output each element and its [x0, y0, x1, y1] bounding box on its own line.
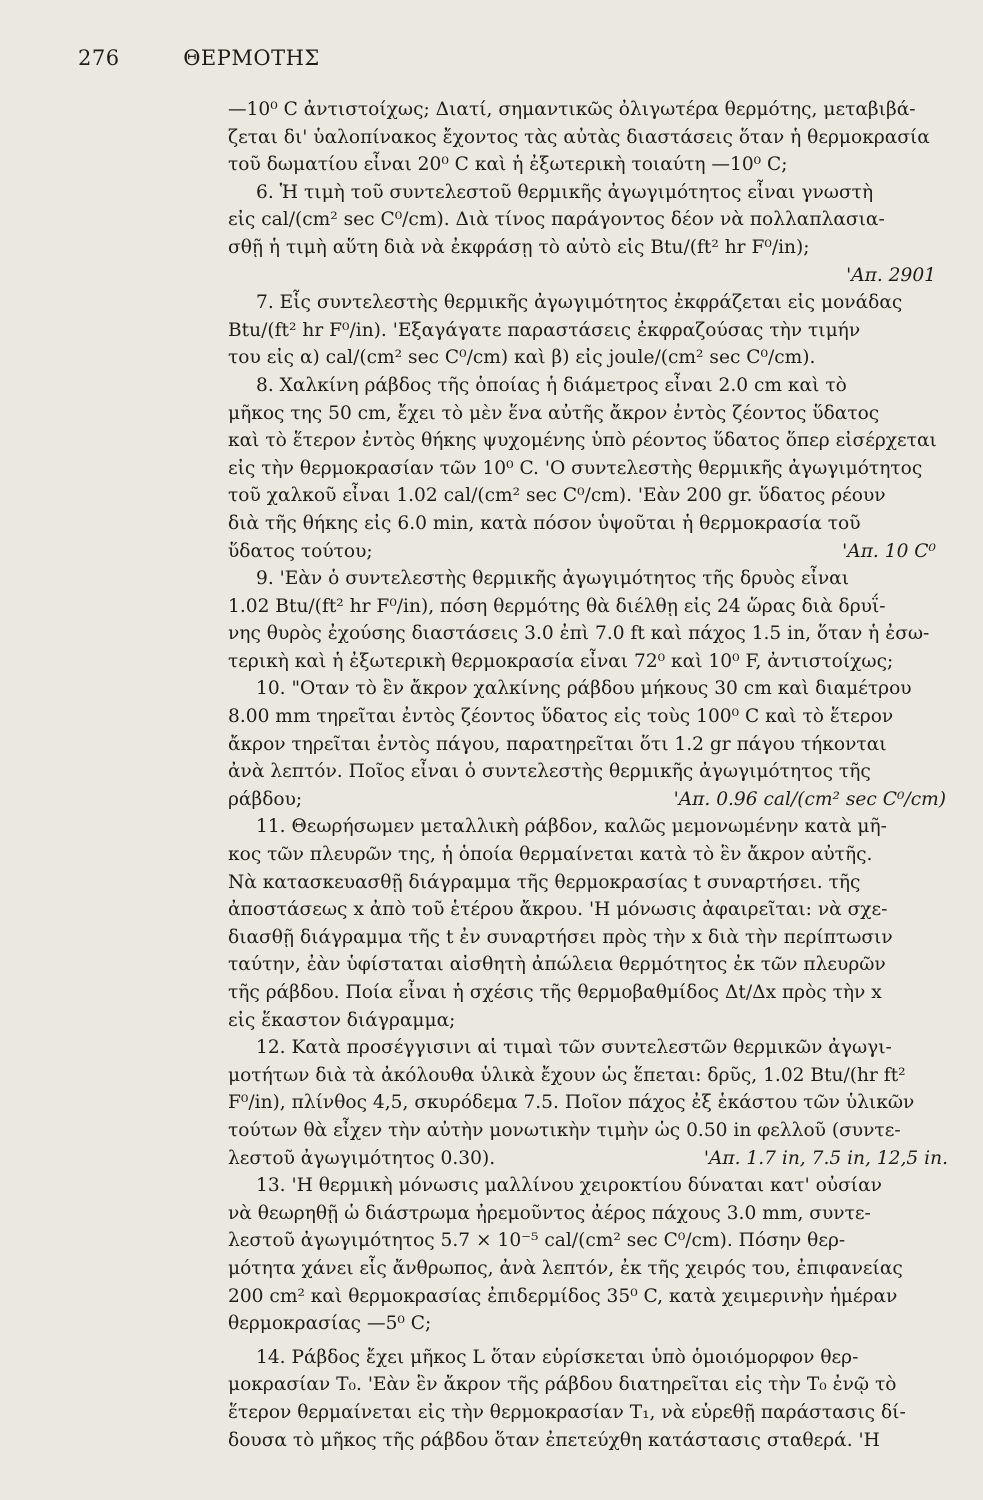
- text-line: ὕδατος τούτου;: [228, 540, 373, 562]
- text-line: ράβδου;: [228, 788, 303, 810]
- answer-10: 'Απ. 0.96 cal/(cm² sec C⁰/cm): [673, 788, 946, 810]
- exercise-9-start: 9. 'Εὰν ὁ συντελεστὴς θερμικῆς ἀγωγιμότητος τῆς δρυὸς εἶναι: [256, 568, 850, 590]
- exercise-12-start: 12. Κατὰ προσέγγισινι αἱ τιμαὶ τῶν συντελεστῶν θερμικῶν ἀγωγι-: [256, 1037, 892, 1059]
- text-line: ἄκρον τηρεῖται ἐντὸς πάγου, παρατηρεῖται ὅτι 1.2 gr πάγου τήκονται: [228, 733, 887, 755]
- text-line: τούτων θὰ εἶχεν τὴν αὐτὴν μονωτικὴν τιμὴν ὡς 0.50 in φελλοῦ (συντε-: [228, 1119, 901, 1141]
- text-line: εἰς ἕκαστον διάγραμμα;: [228, 1009, 456, 1031]
- text-line: 200 cm² καὶ θερμοκρασίας ἐπιδερμίδος 35⁰ C, κατὰ χειμερινὴν ἡμέραν: [228, 1285, 898, 1307]
- text-line: 8.00 mm τηρεῖται ἐντὸς ζέοντος ὕδατος εἰς τοὺς 100⁰ C καὶ τὸ ἕτερον: [228, 706, 894, 728]
- text-line: μῆκος της 50 cm, ἔχει τὸ μὲν ἕνα αὐτῆς ἄκρον ἐντὸς ζέοντος ὕδατος: [228, 402, 880, 424]
- text-line: ταύτην, ἐὰν ὑφίσταται αἰσθητὴ ἀπώλεια θερμότητος ἐκ τῶν πλευρῶν: [228, 954, 886, 976]
- text-line: τοῦ δωματίου εἶναι 20⁰ C καὶ ἡ ἐξωτερικὴ τοιαύτη —10⁰ C;: [228, 154, 788, 176]
- text-line: διὰ τῆς θήκης εἰς 6.0 min, κατὰ πόσον ὑψοῦται ἡ θερμοκρασία τοῦ: [228, 512, 861, 534]
- text-line: τῆς ράβδου. Ποία εἶναι ἡ σχέσις τῆς θερμοβαθμίδος Δt/Δx πρὸς τὴν x: [228, 982, 882, 1003]
- text-line: εἰς τὴν θερμοκρασίαν τῶν 10⁰ C. 'Ο συντελεστὴς θερμικῆς ἀγωγιμότητος: [228, 457, 923, 479]
- text-line: διασθῇ διάγραμμα τῆς t ἐν συναρτήσει πρὸς τὴν x διὰ τὴν περίπτωσιν: [228, 926, 893, 948]
- chapter-title: ΘΕΡΜΟΤΗΣ: [183, 46, 320, 70]
- text-line: εἰς cal/(cm² sec C⁰/cm). Διὰ τίνος παράγοντος δέον νὰ πολλαπλασια-: [228, 209, 885, 231]
- text-line: —10⁰ C ἀντιστοίχως; Διατί, σημαντικῶς ὀλιγωτέρα θερμότης, μεταβιβά-: [228, 99, 916, 120]
- page-number: 276: [78, 46, 120, 70]
- text-line: μότητα χάνει εἷς ἄνθρωπος, ἀνὰ λεπτόν, ἐκ τῆς χειρός του, ἐπιφανείας: [228, 1257, 903, 1279]
- text-line: ζεται δι' ὑαλοπίνακος ἔχοντος τὰς αὐτὰς διαστάσεις ὅταν ἡ θερμοκρασία: [228, 126, 930, 148]
- text-line: Νὰ κατασκευασθῇ διάγραμμα τῆς θερμοκρασίας t συναρτήσει. τῆς: [228, 871, 861, 893]
- text-line: του εἰς α) cal/(cm² sec C⁰/cm) καὶ β) εἰς joule/(cm² sec C⁰/cm).: [228, 347, 816, 369]
- text-line: τοῦ χαλκοῦ εἶναι 1.02 cal/(cm² sec C⁰/cm). 'Εὰν 200 gr. ὕδατος ρέουν: [228, 485, 886, 507]
- answer-12: 'Απ. 1.7 in, 7.5 in, 12,5 in.: [703, 1147, 948, 1169]
- exercise-8-start: 8. Χαλκίνη ράβδος τῆς ὁποίας ἡ διάμετρος εἶναι 2.0 cm καὶ τὸ: [256, 374, 847, 396]
- text-line-with-answer: [228, 1145, 956, 1173]
- text-line: μοτήτων διὰ τὰ ἀκόλουθα ὑλικὰ ἔχουν ὡς ἕπεται: δρῦς, 1.02 Btu/(hr ft²: [228, 1064, 906, 1086]
- text-line: καὶ τὸ ἕτερον ἐντὸς θήκης ψυχομένης ὑπὸ ρέοντος ὕδατος ὅπερ εἰσέρχεται: [228, 430, 937, 452]
- text-line: F⁰/in), πλίνθος 4,5, σκυρόδεμα 7.5. Ποῖον πάχος ἐξ ἑκάστου τῶν ὑλικῶν: [228, 1092, 915, 1114]
- text-line: κος τῶν πλευρῶν της, ἡ ὁποία θερμαίνεται κατὰ τὸ ἓν ἄκρον αὐτῆς.: [228, 844, 873, 866]
- answer-6: 'Απ. 2901: [846, 264, 936, 286]
- text-line: λεστοῦ ἀγωγιμότητος 0.30).: [228, 1147, 496, 1169]
- text-line-with-answer: [228, 538, 956, 566]
- text-line: δουσα τὸ μῆκος τῆς ράβδου ὅταν ἐπετεύχθη κατάστασις σταθερά. 'Η: [228, 1429, 880, 1451]
- exercise-6-start: 6. Ἡ τιμὴ τοῦ συντελεστοῦ θερμικῆς ἀγωγιμότητος εἶναι γνωστὴ: [256, 181, 874, 203]
- text-line: μοκρασίαν T₀. 'Εὰν ἓν ἄκρον τῆς ράβδου διατηρεῖται εἰς τὴν T₀ ἐνῷ τὸ: [228, 1374, 897, 1396]
- text-line-with-answer: [228, 786, 956, 814]
- text-line: ἕτερον θερμαίνεται εἰς τὴν θερμοκρασίαν T₁, νὰ εὑρεθῇ παράστασις δί-: [228, 1401, 906, 1423]
- running-header: [78, 46, 320, 70]
- text-line: νης θυρὸς ἐχούσης διαστάσεις 3.0 ἐπὶ 7.0 ft καὶ πάχος 1.5 in, ὅταν ἡ ἐσω-: [228, 623, 930, 645]
- exercise-13-start: 13. 'Η θερμικὴ μόνωσις μαλλίνου χειροκτίου δύναται κατ' οὐσίαν: [256, 1175, 882, 1197]
- text-line: ἀνὰ λεπτόν. Ποῖος εἶναι ὁ συντελεστὴς θερμικῆς ἀγωγιμότητος τῆς: [228, 761, 871, 783]
- text-line: λεστοῦ ἀγωγιμότητος 5.7 × 10⁻⁵ cal/(cm² sec C⁰/cm). Πόσην θερ-: [228, 1230, 846, 1252]
- exercise-text: [228, 96, 956, 1454]
- text-line: τερικὴ καὶ ἡ ἐξωτερικὴ θερμοκρασία εἶναι 72⁰ καὶ 10⁰ F, ἀντιστοίχως;: [228, 650, 894, 672]
- text-line: νὰ θεωρηθῇ ὡ διάστρωμα ἠρεμοῦντος ἀέρος πάχους 3.0 mm, συντε-: [228, 1202, 871, 1224]
- exercise-7-start: 7. Εἷς συντελεστὴς θερμικῆς ἀγωγιμότητος ἐκφράζεται εἰς μονάδας: [256, 292, 903, 314]
- exercise-11-start: 11. Θεωρήσωμεν μεταλλικὴ ράβδον, καλῶς μεμονωμένην κατὰ μῆ-: [256, 816, 887, 838]
- text-line: Btu/(ft² hr F⁰/in). 'Εξαγάγατε παραστάσεις ἐκφραζούσας τὴν τιμήν: [228, 319, 861, 341]
- text-line: σθῇ ἡ τιμὴ αὕτη διὰ νὰ ἐκφράσῃ τὸ αὐτὸ εἰς Btu/(ft² hr F⁰/in);: [228, 236, 810, 258]
- answer-8: 'Απ. 10 C⁰: [842, 540, 936, 562]
- text-line: ἀποστάσεως x ἀπὸ τοῦ ἑτέρου ἄκρου. 'Η μόνωσις ἀφαιρεῖται: νὰ σχε-: [228, 899, 888, 921]
- text-line: 1.02 Btu/(ft² hr F⁰/in), πόση θερμότης θὰ διέλθῃ εἰς 24 ὥρας διὰ δρυΐ-: [228, 595, 886, 617]
- exercise-10-start: 10. "Οταν τὸ ἓν ἄκρον χαλκίνης ράβδου μήκους 30 cm καὶ διαμέτρου: [256, 678, 912, 700]
- text-line: θερμοκρασίας —5⁰ C;: [228, 1313, 432, 1335]
- exercise-14-start: 14. Ράβδος ἔχει μῆκος L ὅταν εὑρίσκεται ὑπὸ ὁμοιόμορφον θερ-: [256, 1346, 859, 1368]
